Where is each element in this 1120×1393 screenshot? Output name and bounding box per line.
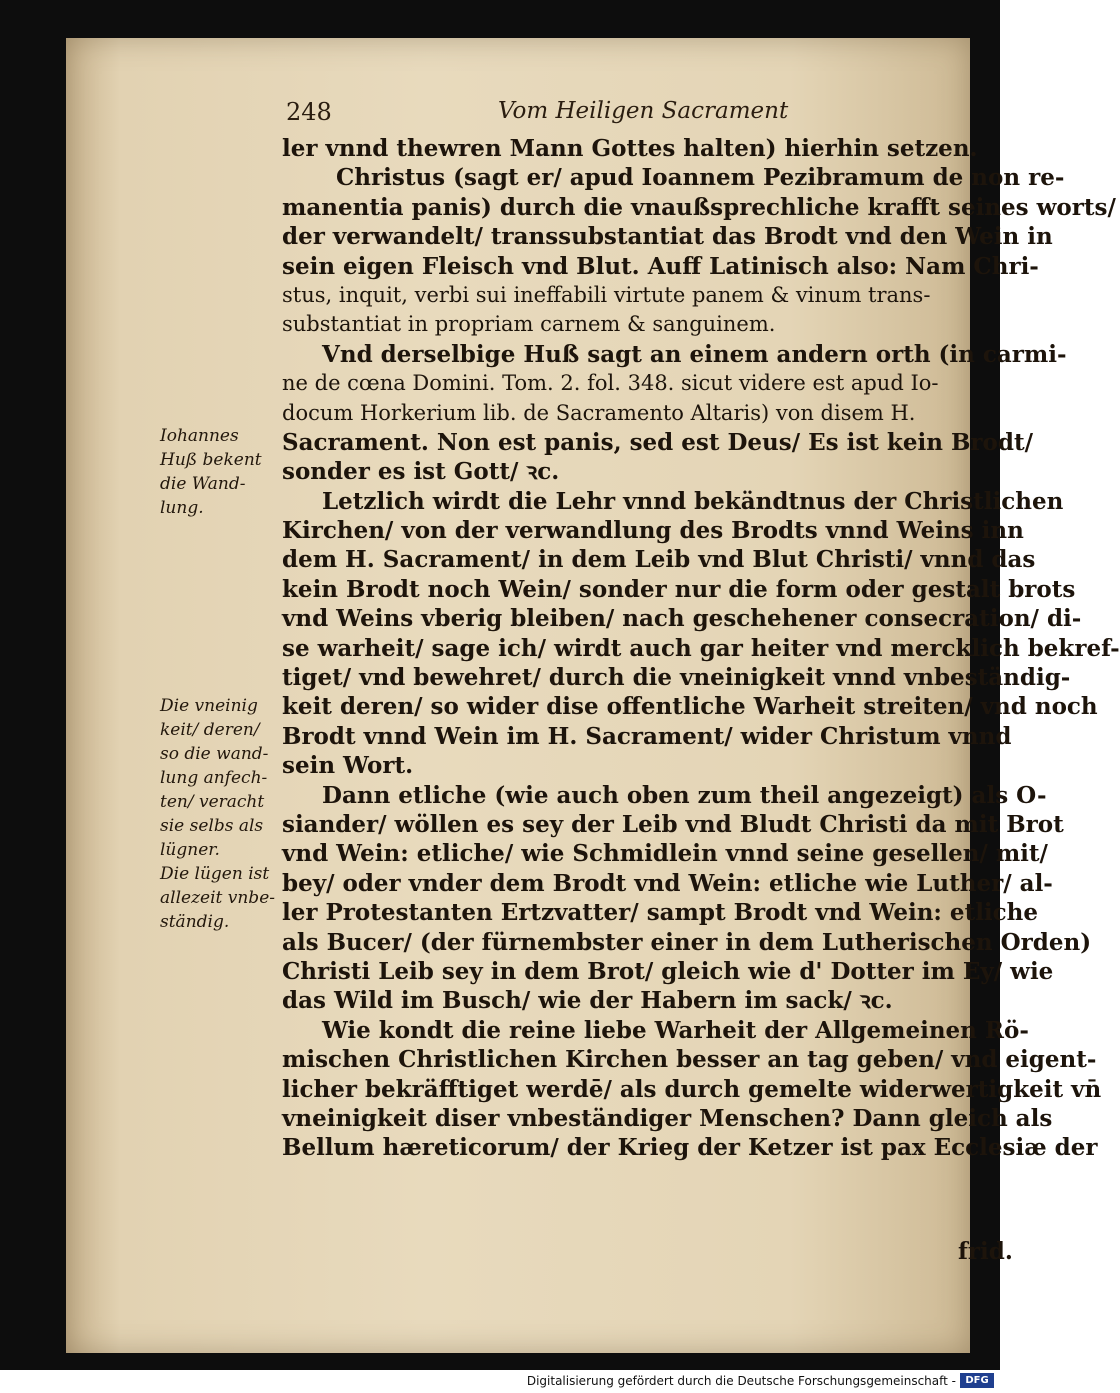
text-line: dem H. Sacrament/ in dem Leib vnd Blut Christi/ vnnd das [282, 546, 1036, 574]
margin-note-line: lung anfech- [160, 768, 268, 788]
margin-note-line: Iohannes [160, 426, 239, 446]
text-line: Letzlich wirdt die Lehr vnnd bekändtnus der Christlichen [322, 487, 1064, 515]
margin-note-line: ständig. [160, 912, 230, 932]
margin-note-line: lung. [160, 498, 204, 518]
margin-note-line: Die lügen ist [160, 864, 270, 884]
text-line: bey/ oder vnder dem Brodt vnd Wein: etliche wie Luther/ al- [282, 869, 1053, 897]
text-line: se warheit/ sage ich/ wirdt auch gar heiter vnd mercklich bekref- [282, 634, 1120, 662]
text-line: Kirchen/ von der verwandlung des Brodts vnnd Weins inn [282, 517, 1024, 545]
text-line: der verwandelt/ transsubstantiat das Brodt vnd den Wein in [282, 223, 1053, 251]
text-line: Christus (sagt er/ apud Ioannem Pezibramum de non re- [336, 164, 1065, 192]
text-line: Christi Leib sey in dem Brot/ gleich wie d' Dotter im Ey/ wie [282, 957, 1054, 985]
text-line: licher bekräfftiget werdē/ als durch gemelte widerwertigkeit vn̄ [282, 1075, 1102, 1103]
margin-note-vneinigkeit [160, 694, 288, 934]
text-line: manentia panis) durch die vnaußsprechliche krafft seines worts/ [282, 193, 1116, 221]
funding-credit: Digitalisierung gefördert durch die Deutsche Forschungsgemeinschaft - [526, 1374, 956, 1388]
text-line: vnd Wein: etliche/ wie Schmidlein vnnd seine gesellen/ mit/ [282, 840, 1048, 868]
text-line: ler vnnd thewren Mann Gottes halten) hierhin setzen. [282, 135, 978, 162]
text-line: Brodt vnnd Wein im H. Sacrament/ wider Christum vnnd [282, 722, 1012, 750]
text-line: Wie kondt die reine liebe Warheit der Allgemeinen Rö- [322, 1016, 1029, 1044]
dfg-logo: DFG [960, 1373, 994, 1388]
text-line: mischen Christlichen Kirchen besser an tag geben/ vnd eigent- [282, 1046, 1097, 1074]
text-line: Sacrament. Non est panis, sed est Deus/ Es ist kein Brodt/ [282, 428, 1033, 456]
text-line: sein Wort. [282, 752, 414, 780]
margin-note-hus [160, 424, 288, 520]
page-number: 248 [286, 98, 332, 126]
running-head [286, 96, 906, 130]
margin-note-line: so die wand- [160, 744, 269, 764]
margin-note-line: lügner. [160, 840, 220, 860]
footer-bar [0, 1370, 1000, 1393]
text-line: substantiat in propriam carnem & sanguinem. [282, 312, 776, 337]
margin-note-line: keit/ deren/ [160, 720, 260, 740]
body-text [282, 134, 1120, 1163]
text-line: das Wild im Busch/ wie der Habern im sack/ ꝛc. [282, 987, 893, 1015]
text-line: sein eigen Fleisch vnd Blut. Auff Latinisch also: Nam Chri- [282, 252, 1039, 280]
margin-note-line: Huß bekent [160, 450, 262, 470]
margin-note-line: die Wand- [160, 474, 246, 494]
text-line: tiget/ vnd bewehret/ durch die vneinigkeit vnnd vnbeständig- [282, 664, 1071, 692]
text-line: sonder es ist Gott/ ꝛc. [282, 458, 560, 486]
text-line: als Bucer/ (der fürnembster einer in dem Lutherischen Orden) [282, 928, 1092, 956]
margin-note-line: allezeit vnbe- [160, 888, 275, 908]
text-line: keit deren/ so wider dise offentliche Warheit streiten/ vnd noch [282, 693, 1098, 721]
text-line: Vnd derselbige Huß sagt an einem andern orth (in carmi- [322, 340, 1067, 368]
text-line: ler Protestanten Ertzvatter/ sampt Brodt vnd Wein: etliche [282, 899, 1039, 927]
text-line: kein Brodt noch Wein/ sonder nur die form oder gestalt brots [282, 575, 1076, 603]
text-line: vnd Weins vberig bleiben/ nach geschehener consecration/ di- [282, 605, 1082, 633]
book-page [66, 38, 1120, 1353]
text-line: Dann etliche (wie auch oben zum theil angezeigt) als O- [322, 781, 1047, 809]
text-line: stus, inquit, verbi sui ineffabili virtute panem & vinum trans- [282, 282, 931, 307]
running-head-title: Vom Heiligen Sacrament [498, 98, 789, 124]
text-line: vneinigkeit diser vnbeständiger Menschen? Dann gleich als [282, 1104, 1053, 1132]
margin-note-line: sie selbs als [160, 816, 264, 836]
margin-note-line: ten/ veracht [160, 792, 265, 812]
text-line: Bellum hæreticorum/ der Krieg der Ketzer ist pax Ecclesiæ der [282, 1134, 1098, 1162]
text-line: siander/ wöllen es sey der Leib vnd Bludt Christi da mit Brot [282, 810, 1064, 838]
text-line: docum Horkerium lib. de Sacramento Altaris) von disem H. [282, 400, 916, 425]
text-line: ne de cœna Domini. Tom. 2. fol. 348. sicut videre est apud Io- [282, 371, 939, 396]
margin-note-line: Die vneinig [160, 696, 258, 716]
catchword: frid. [958, 1238, 1013, 1265]
